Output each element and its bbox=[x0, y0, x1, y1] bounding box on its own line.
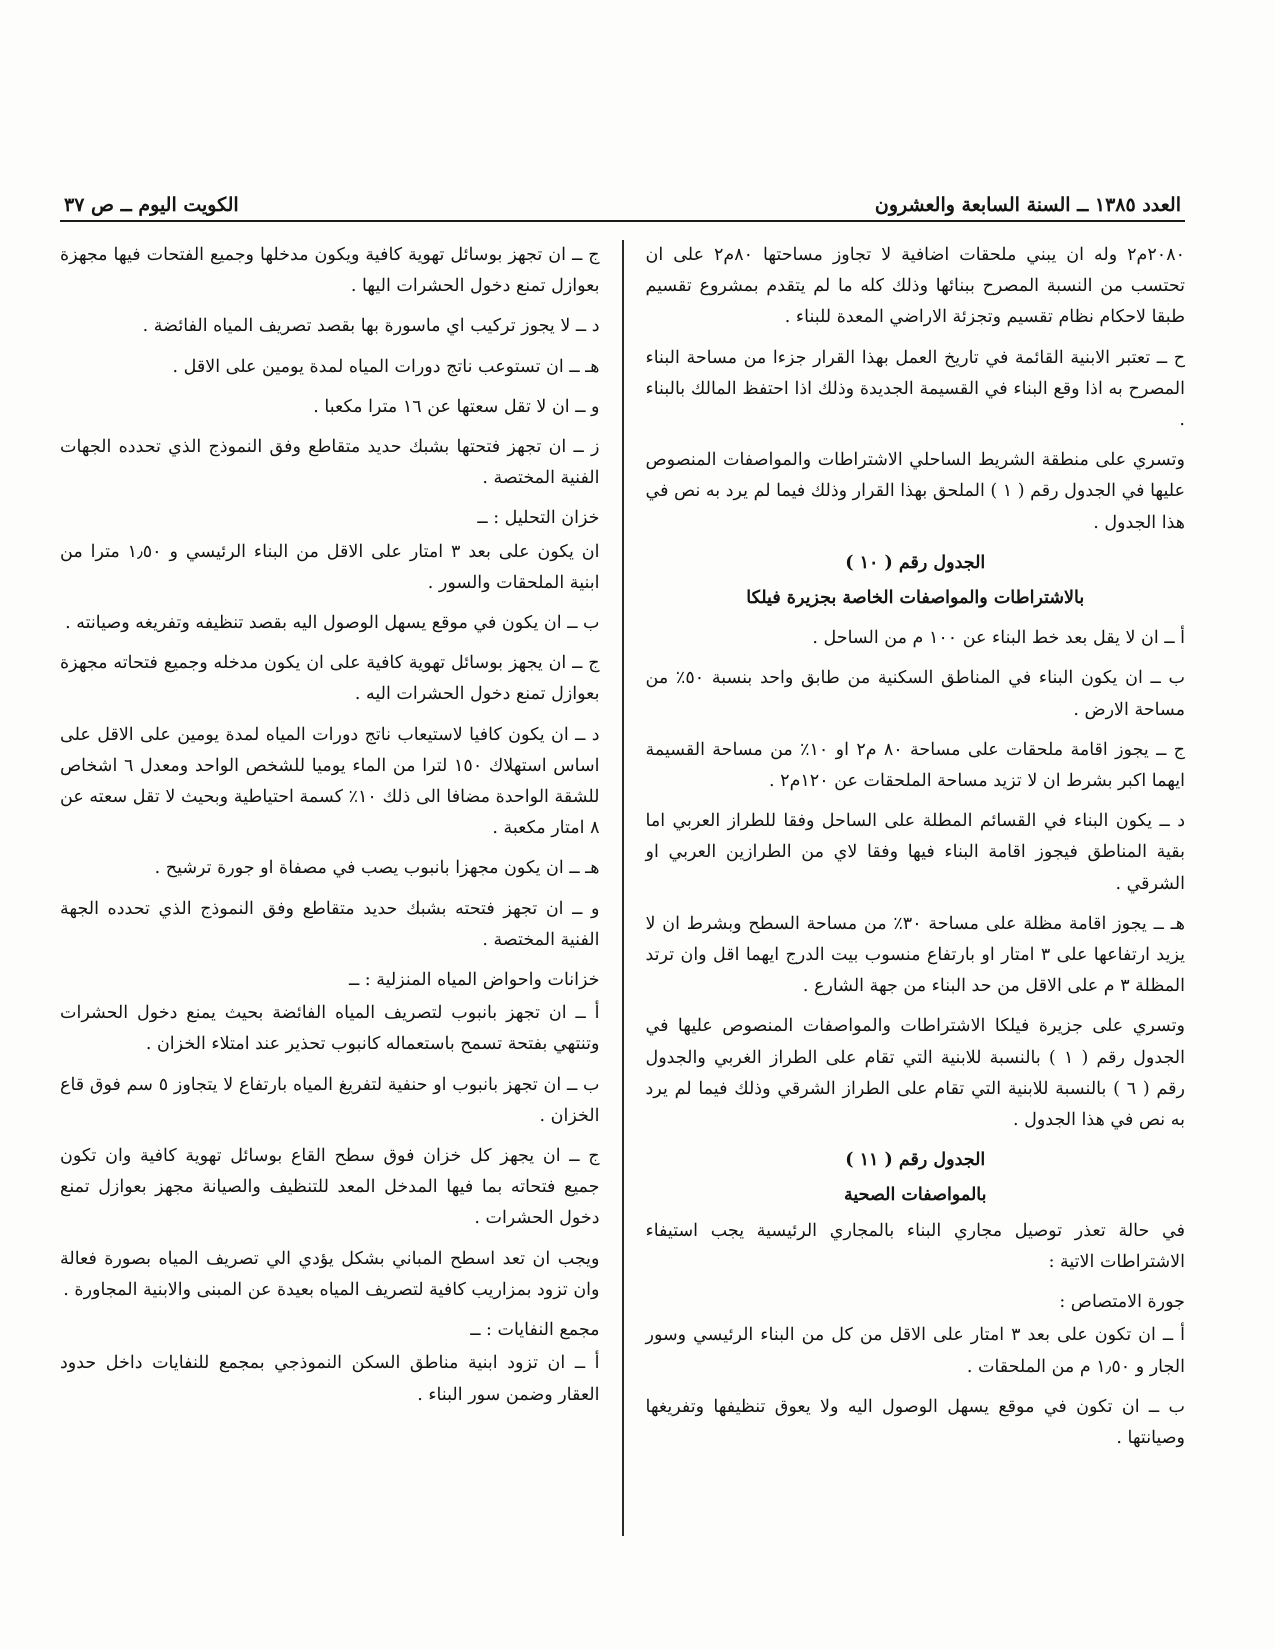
paragraph: ح ــ تعتبر الابنية القائمة في تاريخ العمل بهذا القرار جزءا من مساحة البناء المصرح به اذا وقع البناء في القسيمة الجديدة وذلك اذا احتفظ المالك بالبناء . bbox=[645, 347, 1185, 431]
clause-e: هـ ــ يجوز اقامة مظلة على مساحة ٣٠٪ من مساحة السطح وبشرط ان لا يزيد ارتفاعها على ٣ امتار او بارتفاع منسوب بيت الدرج ايهما اقل وان ترتد المظلة ٣ م على الاقل من حد البناء من جهة الشارع . bbox=[645, 913, 1185, 997]
clause-b: ب ــ ان يكون في موقع يسهل الوصول اليه بقصد تنظيفه وتفريغه وصيانته . bbox=[65, 613, 600, 634]
table-10-subtitle: بالاشتراطات والمواصفات الخاصة بجزيرة فيلكا bbox=[746, 588, 1085, 609]
section-heading-waste-collection: مجمع النفايات : ــ bbox=[470, 1320, 600, 1341]
paragraph: وتسري على منطقة الشريط الساحلي الاشتراطات والمواصفات المنصوص عليها في الجدول رقم ( ١ ) الملحق بهذا القرار وذلك فيما لم يرد به نص في هذا الجدول . bbox=[645, 450, 1185, 533]
left-column bbox=[60, 240, 612, 1536]
paragraph: وتسري على جزيرة فيلكا الاشتراطات والمواصفات المنصوص عليها في الجدول رقم ( ١ ) بالنسبة للابنية التي تقام على الطراز الغربي والجدول رقم ( ٦ ) بالنسبة للابنية التي تقام على الطراز الشرقي وذلك فيما لم يرد به نص في هذا الجدول . bbox=[645, 1016, 1185, 1131]
table-11-title: الجدول رقم ( ١١ ) bbox=[845, 1150, 986, 1171]
newspaper-name-page: الكويت اليوم ــ ص ٣٧ bbox=[64, 194, 239, 216]
column-divider bbox=[622, 240, 624, 1536]
newspaper-page bbox=[60, 186, 1185, 1550]
section-heading-water-tanks: خزانات واحواض المياه المنزلية : ــ bbox=[348, 970, 600, 991]
issue-number: العدد ١٣٨٥ ــ السنة السابعة والعشرون bbox=[874, 194, 1181, 216]
clause-c: ج ــ ان تجهز بوسائل تهوية كافية ويكون مدخلها وجميع الفتحات فيها مجهزة بعوازل تمنع دخول الحشرات اليها . bbox=[60, 245, 600, 297]
clause-c: ج ــ يجوز اقامة ملحقات على مساحة ٨٠ م٢ او ١٠٪ من مساحة القسيمة ايهما اكبر بشرط ان لا تزيد مساحة الملحقات عن ١٢٠م٢ . bbox=[645, 739, 1185, 792]
clause-c: ج ــ ان يجهز كل خزان فوق سطح القاع بوسائل تهوية كافية وان تكون جميع فتحاته بما فيها المدخل المعد للتنظيف والصيانة مجهز بعوازل تمنع دخول الحشرات . bbox=[60, 1146, 600, 1229]
clause-b: ب ــ ان يكون البناء في المناطق السكنية من طابق واحد بنسبة ٥٠٪ من مساحة الارض . bbox=[645, 668, 1185, 720]
text-columns bbox=[60, 240, 1185, 1536]
paragraph: في حالة تعذر توصيل مجاري البناء بالمجاري الرئيسية يجب استيفاء الاشتراطات الاتية : bbox=[645, 1220, 1185, 1272]
clause-a: أ ــ ان تزود ابنية مناطق السكن النموذجي بمجمع للنفايات داخل حدود العقار وضمن سور البناء . bbox=[60, 1353, 600, 1405]
clause-c: ج ــ ان يجهز بوسائل تهوية كافية على ان يكون مدخله وجميع فتحاته مجهزة بعوازل تمنع دخول الحشرات اليه . bbox=[60, 653, 600, 705]
clause-g: ز ــ ان تجهز فتحتها بشبك حديد متقاطع وفق النموذج الذي تحدده الجهات الفنية المختصة . bbox=[60, 437, 600, 489]
right-column bbox=[634, 240, 1186, 1536]
clause-a: أ ــ ان تجهز بانبوب لتصريف المياه الفائضة بحيث يمنع دخول الحشرات وتنتهي بفتحة تسمح باستعماله كانبوب تحذير عند امتلاء الخزان . bbox=[60, 1003, 600, 1055]
paragraph: ٢٠٨٠م٢ وله ان يبني ملحقات اضافية لا تجاوز مساحتها ٨٠م٢ على ان تحتسب من النسبة المصرح ببنائها وذلك كله ما لم يتقدم بمشروع تقسيم طبقا لاحكام نظام تقسيم وتجزئة الاراضي المعدة للبناء . bbox=[645, 245, 1185, 328]
table-11-subtitle: بالمواصفات الصحية bbox=[844, 1185, 987, 1206]
clause-e: هـ ــ ان يكون مجهزا بانبوب يصب في مصفاة او جورة ترشيح . bbox=[154, 858, 600, 879]
clause-f: و ــ ان لا تقل سعتها عن ١٦ مترا مكعبا . bbox=[313, 396, 600, 417]
clause-a: أ ــ ان لا يقل بعد خط البناء عن ١٠٠ م من الساحل . bbox=[812, 628, 1185, 649]
clause-f: و ــ ان تجهز فتحته بشبك حديد متقاطع وفق النموذج الذي تحدده الجهة الفنية المختصة . bbox=[60, 898, 600, 950]
clause-b: ب ــ ان تجهز بانبوب او حنفية لتفريغ المياه بارتفاع لا يتجاوز ٥ سم فوق قاع الخزان . bbox=[60, 1074, 600, 1126]
clause-a: أ ــ ان تكون على بعد ٣ امتار على الاقل من كل من البناء الرئيسي وسور الجار و ١٫٥٠ م من الملحقات . bbox=[645, 1325, 1185, 1377]
page-header bbox=[60, 186, 1185, 222]
clause-e: هـ ــ ان تستوعب ناتج دورات المياه لمدة يومين على الاقل . bbox=[172, 356, 600, 377]
clause-a: ان يكون على بعد ٣ امتار على الاقل من البناء الرئيسي و ١٫٥٠ مترا من ابنية الملحقات والسور . bbox=[60, 541, 600, 593]
clause-d: د ــ ان يكون كافيا لاستيعاب ناتج دورات المياه لمدة يومين على الاقل على اساس استهلاك ١٥٠ لترا من الماء يوميا للشخص الواحد ومعدل ٦ اشخاص للشقة الواحدة مضافا الى ذلك ١٠٪ كسمة احتياطية وبحيث لا تقل سعته عن ٨ امتار مكعبة . bbox=[60, 724, 600, 839]
table-10-title: الجدول رقم ( ١٠ ) bbox=[845, 552, 986, 573]
clause-d: د ــ يكون البناء في القسائم المطلة على الساحل وفقا للطراز العربي اما بقية المناطق فيجوز اقامة البناء فيها وفقا لاي من الطرازين العربي او الشرقي . bbox=[645, 811, 1185, 894]
section-heading-septic-tank: خزان التحليل : ــ bbox=[477, 508, 600, 529]
clause-b: ب ــ ان تكون في موقع يسهل الوصول اليه ولا يعوق تنظيفها وتفريغها وصيانتها . bbox=[645, 1396, 1185, 1448]
paragraph: ويجب ان تعد اسطح المباني بشكل يؤدي الي تصريف المياه بصورة فعالة وان تزود بمزاريب كافية لتصريف المياه بعيدة عن المبنى والابنية المجاورة . bbox=[60, 1248, 600, 1300]
section-heading-absorption-pit: جورة الامتصاص : bbox=[1059, 1292, 1185, 1313]
clause-d: د ــ لا يجوز تركيب اي ماسورة بها بقصد تصريف المياه الفائضة . bbox=[142, 316, 600, 337]
